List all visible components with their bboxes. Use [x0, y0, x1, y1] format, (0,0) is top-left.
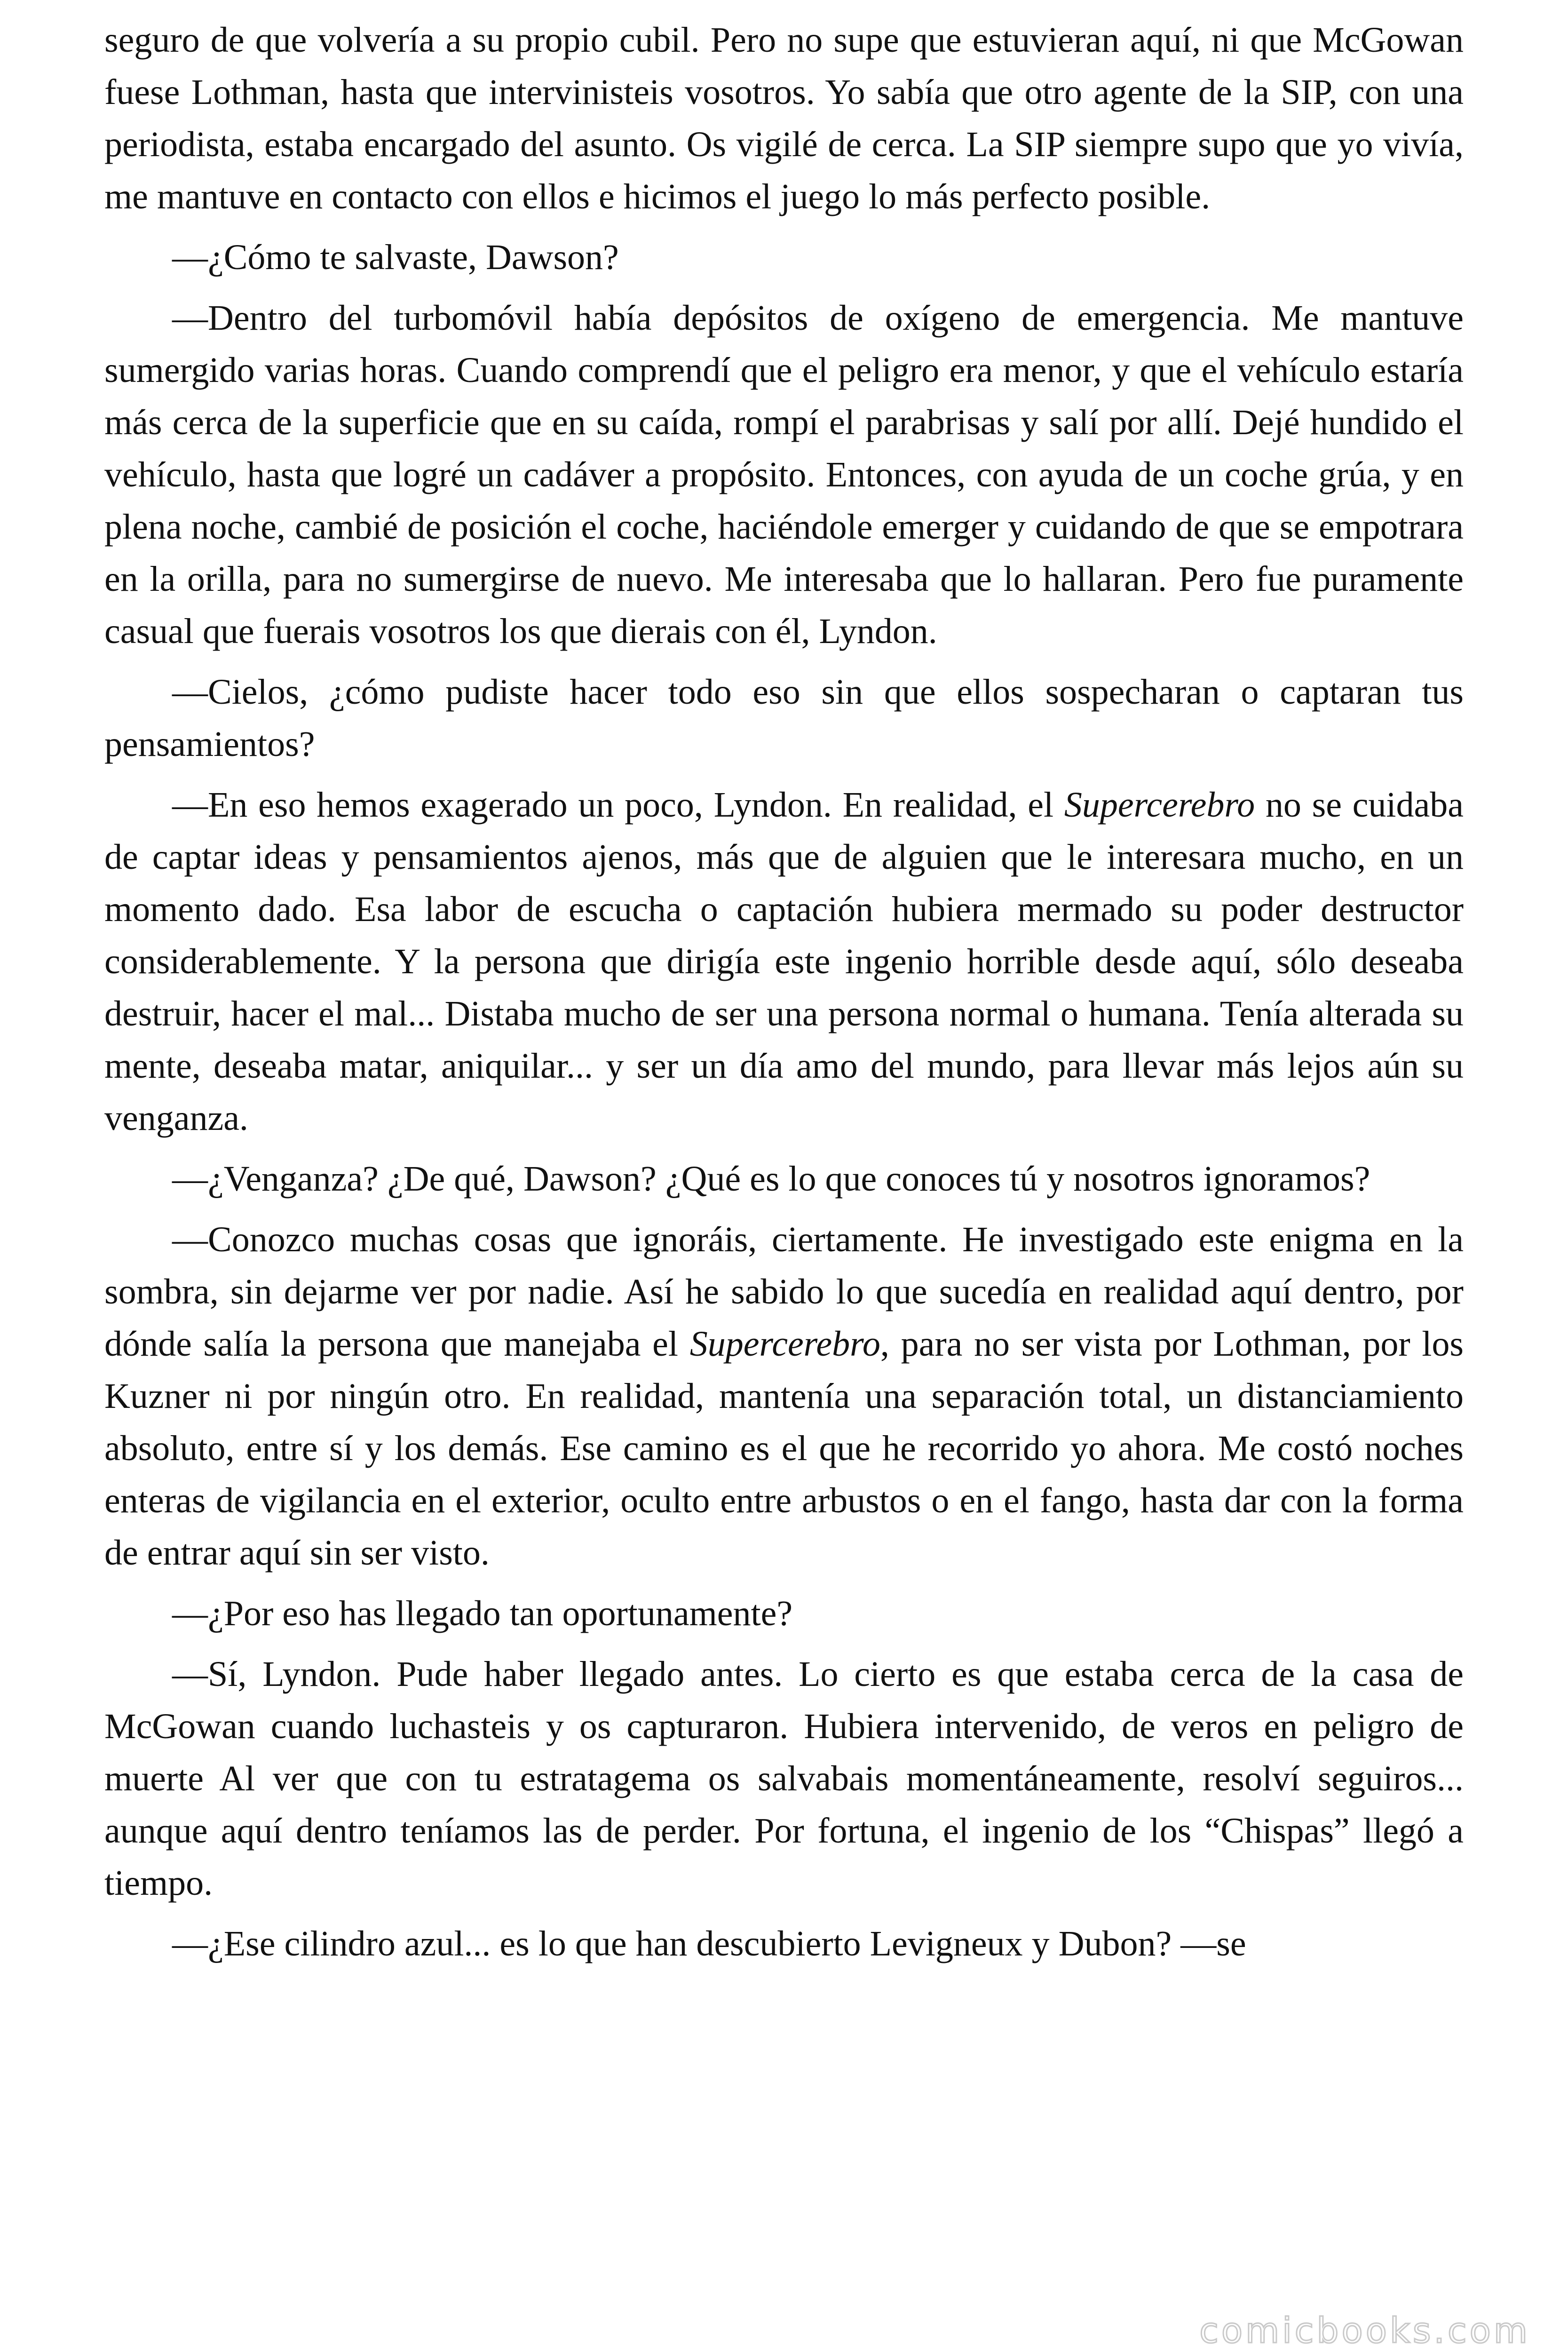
book-page-text [104, 14, 1464, 1979]
paragraph-5-end: no se cuidaba de captar ideas y pensamientos ajenos, más que de alguien que le interesara mucho, en un momento dado. Esa labor de escucha o captación hubiera mermado su poder destructor considerablemente. Y la persona que dirigía este ingenio horrible desde aquí, sólo deseaba destruir, hacer el mal... Distaba mucho de ser una persona normal o humana. Tenía alterada su mente, deseaba matar, aniquilar... y ser un día amo del mundo, para llevar más lejos aún su venganza. [104, 785, 1464, 1138]
paragraph-7-end: , para no ser vista por Lothman, por los Kuzner ni por ningún otro. En realidad, mantenía una separación total, un distanciamiento absoluto, entre sí y los demás. Ese camino es el que he recorrido yo ahora. Me costó noches enteras de vigilancia en el exterior, oculto entre arbustos o en el fango, hasta dar con la forma de entrar aquí sin ser visto. [104, 1324, 1464, 1573]
paragraph-1: seguro de que volvería a su propio cubil. Pero no supe que estuvieran aquí, ni que McGowan fuese Lothman, hasta que intervinisteis vosotros. Yo sabía que otro agente de la SIP, con una periodista, estaba encargado del asunto. Os vigilé de cerca. La SIP siempre supo que yo vivía, me mantuve en contacto con ellos e hicimos el juego lo más perfecto posible. [104, 20, 1464, 216]
paragraph-8: —¿Por eso has llegado tan oportunamente? [172, 1594, 793, 1633]
paragraph-7 [104, 1214, 1464, 1579]
watermark: comicbooks.com [1199, 2311, 1530, 2351]
paragraph-3: —Dentro del turbomóvil había depósitos de oxígeno de emergencia. Me mantuve sumergido varias horas. Cuando comprendí que el peligro era menor, y que el vehículo estaría más cerca de la superficie que en su caída, rompí el parabrisas y salí por allí. Dejé hundido el vehículo, hasta que logré un cadáver a propósito. Entonces, con ayuda de un coche grúa, y en plena noche, cambié de posición el coche, haciéndole emerger y cuidando de que se empotrara en la orilla, para no sumergirse de nuevo. Me interesaba que lo hallaran. Pero fue puramente casual que fuerais vosotros los que dierais con él, Lyndon. [104, 298, 1464, 651]
paragraph-7-italic: Supercerebro [689, 1324, 880, 1364]
paragraph-5-italic: Supercerebro [1064, 785, 1255, 825]
paragraph-9: —Sí, Lyndon. Pude haber llegado antes. Lo cierto es que estaba cerca de la casa de McGowan cuando luchasteis y os capturaron. Hubiera intervenido, de veros en peligro de muerte Al ver que con tu estratagema os salvabais momentáneamente, resolví seguiros... aunque aquí dentro teníamos las de perder. Por fortuna, el ingenio de los “Chispas” llegó a tiempo. [104, 1654, 1464, 1903]
paragraph-4: —Cielos, ¿cómo pudiste hacer todo eso sin que ellos sospecharan o captaran tus pensamientos? [104, 672, 1464, 764]
paragraph-6: —¿Venganza? ¿De qué, Dawson? ¿Qué es lo que conoces tú y nosotros ignoramos? [172, 1159, 1370, 1199]
paragraph-5 [104, 779, 1464, 1144]
paragraph-10: —¿Ese cilindro azul... es lo que han descubierto Levigneux y Dubon? —se [172, 1924, 1246, 1963]
paragraph-2: —¿Cómo te salvaste, Dawson? [172, 238, 619, 277]
paragraph-5-start: —En eso hemos exagerado un poco, Lyndon. En realidad, el [172, 785, 1064, 825]
paragraph-7-start: —Conozco muchas cosas que ignoráis, ciertamente. He investigado este enigma en la sombra, sin dejarme ver por nadie. Así he sabido lo que sucedía en realidad aquí dentro, por dónde salía la persona que manejaba el [104, 1220, 1464, 1364]
